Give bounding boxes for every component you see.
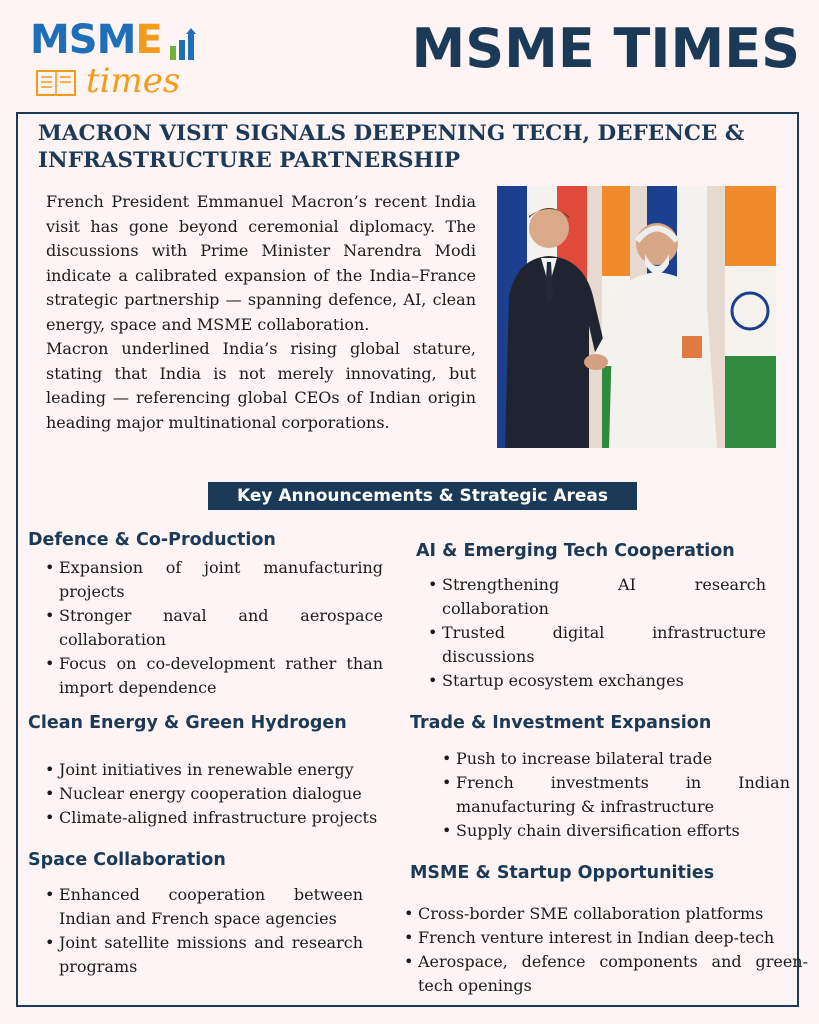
list-item: • Trusted digital infrastructure discussions: [442, 621, 766, 669]
list-item: • Nuclear energy cooperation dialogue: [59, 782, 409, 806]
list-item: • Startup ecosystem exchanges: [442, 669, 766, 693]
list-item: • Joint satellite missions and research programs: [59, 931, 363, 979]
section-title-msme: MSME & Startup Opportunities: [410, 863, 715, 883]
key-announcements-banner: Key Announcements & Strategic Areas: [208, 482, 637, 510]
section-title-space: Space Collaboration: [28, 850, 226, 870]
list-item: • Aerospace, defence components and green-tech openings: [418, 950, 808, 998]
masthead-title: MSME TIMES: [411, 17, 800, 80]
intro-text: [46, 190, 476, 435]
intro-paragraph-1: French President Emmanuel Macron’s recent India visit has gone beyond ceremonial diplomacy. The discussions with Prime Minister Narendra Modi indicate a calibrated expansion of the India–France strategic partnership — spanning defence, AI, clean energy, space and MSME collaboration.: [46, 192, 476, 334]
leaders-handshake-photo: [497, 186, 776, 448]
section-title-defence: Defence & Co-Production: [28, 530, 276, 550]
logo-times-text: times: [86, 61, 181, 101]
clean-energy-list: [45, 758, 409, 830]
list-item: • Cross-border SME collaboration platforms: [418, 902, 808, 926]
list-item: • Push to increase bilateral trade: [456, 747, 790, 771]
list-item: • Strengthening AI research collaboration: [442, 573, 766, 621]
intro-paragraph-2: Macron underlined India’s rising global stature, stating that India is not merely innovating, but leading — referencing global CEOs of Indian origin heading major multinational corporations.: [46, 339, 476, 432]
section-title-ai: AI & Emerging Tech Cooperation: [416, 541, 735, 561]
section-title-trade: Trade & Investment Expansion: [410, 713, 712, 733]
list-item: • Stronger naval and aerospace collaboration: [59, 604, 383, 652]
list-item: • Climate-aligned infrastructure projects: [59, 806, 409, 830]
article-headline: MACRON VISIT SIGNALS DEEPENING TECH, DEFENCE & INFRASTRUCTURE PARTNERSHIP: [38, 121, 745, 173]
section-title-clean-energy: Clean Energy & Green Hydrogen: [28, 713, 347, 733]
list-item: • Joint initiatives in renewable energy: [59, 758, 409, 782]
msme-times-logo: [28, 18, 198, 100]
growth-bars-icon: [168, 28, 196, 60]
space-list: [45, 883, 363, 979]
ai-list: [428, 573, 766, 693]
list-item: • French investments in Indian manufacturing & infrastructure: [456, 771, 790, 819]
trade-list: [442, 747, 790, 843]
list-item: • Focus on co-development rather than import dependence: [59, 652, 383, 700]
defence-list: [45, 556, 383, 700]
list-item: • Supply chain diversification efforts: [456, 819, 790, 843]
list-item: • French venture interest in Indian deep-tech: [418, 926, 808, 950]
list-item: • Expansion of joint manufacturing projects: [59, 556, 383, 604]
newspaper-icon: [36, 70, 76, 96]
list-item: • Enhanced cooperation between Indian and French space agencies: [59, 883, 363, 931]
msme-list: [404, 902, 808, 998]
logo-msme-text: MSME: [30, 17, 162, 63]
